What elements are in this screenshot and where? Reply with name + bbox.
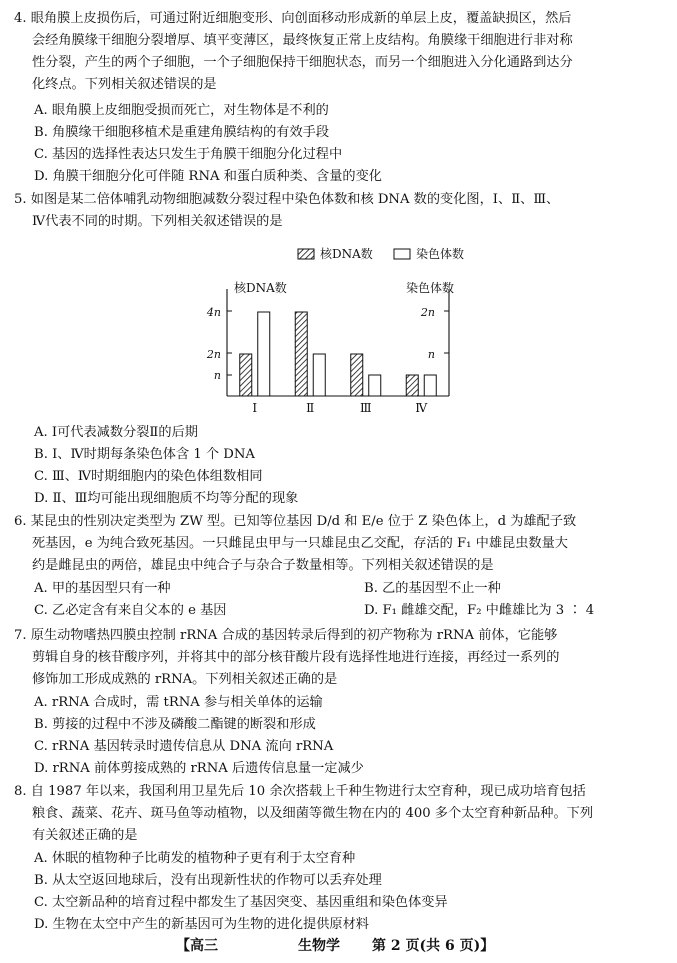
bar-chromosome-3: [369, 375, 381, 396]
footer-page: 第 2 页(共 6 页)】: [372, 938, 495, 954]
bar-dna-2: [295, 312, 307, 396]
q4-option-b: B. 角膜缘干细胞移植术是重建角膜结构的有效手段: [34, 125, 330, 140]
q4-line-3: 性分裂，产生的两个子细胞，一个子细胞保持干细胞状态，而另一个细胞进入分化通路到达分: [32, 55, 573, 70]
left-tick-label: 4n: [206, 306, 221, 319]
dna-chromosome-bar-chart: [198, 241, 488, 416]
q8-option-d: D. 生物在太空中产生的新基因可为生物的进化提供原材料: [34, 917, 369, 932]
footer-grade: 【高三: [176, 938, 218, 954]
category-label: Ⅱ: [306, 401, 315, 415]
q6-line-2: 死基因，e 为纯合致死基因。一只雌昆虫甲与一只雄昆虫乙交配，存活的 F₁ 中雄昆虫数量大: [32, 536, 568, 551]
q8-line-1: 8. 自 1987 年以来，我国利用卫星先后 10 余次搭载上千种生物进行太空育种，现已成功培育包括: [14, 784, 586, 799]
q7-line-1: 7. 原生动物嗜热四膜虫控制 rRNA 合成的基因转录后得到的初产物称为 rRNA 前体，它能够: [14, 628, 558, 643]
right-tick-label: 2n: [420, 306, 435, 319]
q4-option-c: C. 基因的选择性表达只发生于角膜干细胞分化过程中: [34, 147, 343, 162]
q4-option-a: A. 眼角膜上皮细胞受损而死亡，对生物体是不利的: [34, 103, 329, 118]
category-label: Ⅰ: [252, 401, 258, 415]
bar-chromosome-1: [258, 312, 270, 396]
q7-option-c: C. rRNA 基因转录时遗传信息从 DNA 流向 rRNA: [34, 739, 334, 754]
q5-option-a: A. Ⅰ可代表减数分裂Ⅱ的后期: [34, 425, 198, 440]
q6-option-d: D. F₁ 雌雄交配，F₂ 中雌雄比为 3 ∶ 4: [364, 603, 595, 618]
category-label: Ⅲ: [359, 401, 372, 415]
bar-dna-1: [240, 354, 252, 396]
left-tick-label: 2n: [206, 348, 221, 361]
q8-option-c: C. 太空新品种的培育过程中都发生了基因突变、基因重组和染色体变异: [34, 895, 448, 910]
legend-label-dna: 核DNA数: [320, 247, 373, 261]
bar-chromosome-2: [313, 354, 325, 396]
q8-option-a: A. 休眠的植物种子比萌发的植物种子更有利于太空育种: [34, 851, 356, 866]
q5-line-1: 5. 如图是某二倍体哺乳动物细胞减数分裂过程中染色体数和核 DNA 数的变化图，Ⅰ、Ⅱ、Ⅲ、: [14, 192, 560, 207]
q6-line-3: 约是雌昆虫的两倍，雄昆虫中纯合子与杂合子数量相等。下列相关叙述错误的是: [32, 558, 494, 573]
q7-option-b: B. 剪接的过程中不涉及磷酸二酯键的断裂和形成: [34, 717, 316, 732]
q5-option-b: B. Ⅰ、Ⅳ时期每条染色体含 1 个 DNA: [34, 447, 255, 462]
q6-line-1: 6. 某昆虫的性别决定类型为 ZW 型。已知等位基因 D/d 和 E/e 位于 Z 染色体上，d 为雄配子致: [14, 514, 577, 529]
q4-line-1: 4. 眼角膜上皮损伤后，可通过附近细胞变形、向创面移动形成新的单层上皮，覆盖缺损区，然后: [14, 11, 572, 26]
q6-option-a: A. 甲的基因型只有一种: [34, 581, 171, 596]
legend-swatch-chromosome: [394, 249, 410, 259]
q7-line-2: 剪辑自身的核苷酸序列，并将其中的部分核苷酸片段有选择性地进行连接，再经过一系列的: [32, 650, 560, 665]
left-tick-label: n: [213, 369, 221, 382]
bar-dna-3: [351, 354, 363, 396]
q5-option-d: D. Ⅱ、Ⅲ均可能出现细胞质不均等分配的现象: [34, 491, 299, 506]
bar-chromosome-4: [424, 375, 436, 396]
q4-option-d: D. 角膜干细胞分化可伴随 RNA 和蛋白质种类、含量的变化: [34, 169, 382, 184]
q5-option-c: C. Ⅲ、Ⅳ时期细胞内的染色体组数相同: [34, 469, 263, 484]
q6-option-b: B. 乙的基因型不止一种: [364, 581, 501, 596]
q8-line-2: 粮食、蔬菜、花卉、斑马鱼等动植物，以及细菌等微生物在内的 400 多个太空育种新品种。下列: [32, 806, 594, 821]
footer-subject: 生物学: [298, 938, 340, 954]
right-axis-label: 染色体数: [406, 281, 455, 295]
q8-line-3: 有关叙述正确的是: [32, 828, 138, 843]
q6-option-c: C. 乙必定含有来自父本的 e 基因: [34, 603, 227, 618]
bar-dna-4: [406, 375, 418, 396]
left-axis-label: 核DNA数: [234, 281, 287, 295]
q4-line-2: 会经角膜缘干细胞分裂增厚、填平变薄区，最终恢复正常上皮结构。角膜缘干细胞进行非对称: [32, 33, 573, 48]
q8-option-b: B. 从太空返回地球后，没有出现新性状的作物可以丢弃处理: [34, 873, 382, 888]
legend-label-chromosome: 染色体数: [416, 247, 465, 261]
category-label: Ⅳ: [415, 401, 428, 415]
q5-line-2: Ⅳ代表不同的时期。下列相关叙述错误的是: [32, 214, 283, 229]
q7-line-3: 修饰加工形成成熟的 rRNA。下列相关叙述正确的是: [32, 672, 338, 687]
right-tick-label: n: [427, 348, 435, 361]
q7-option-d: D. rRNA 前体剪接成熟的 rRNA 后遗传信息量一定减少: [34, 761, 364, 776]
q7-option-a: A. rRNA 合成时，需 tRNA 参与相关单体的运输: [34, 695, 323, 710]
q4-line-4: 化终点。下列相关叙述错误的是: [32, 77, 217, 92]
legend-swatch-dna: [298, 249, 314, 259]
